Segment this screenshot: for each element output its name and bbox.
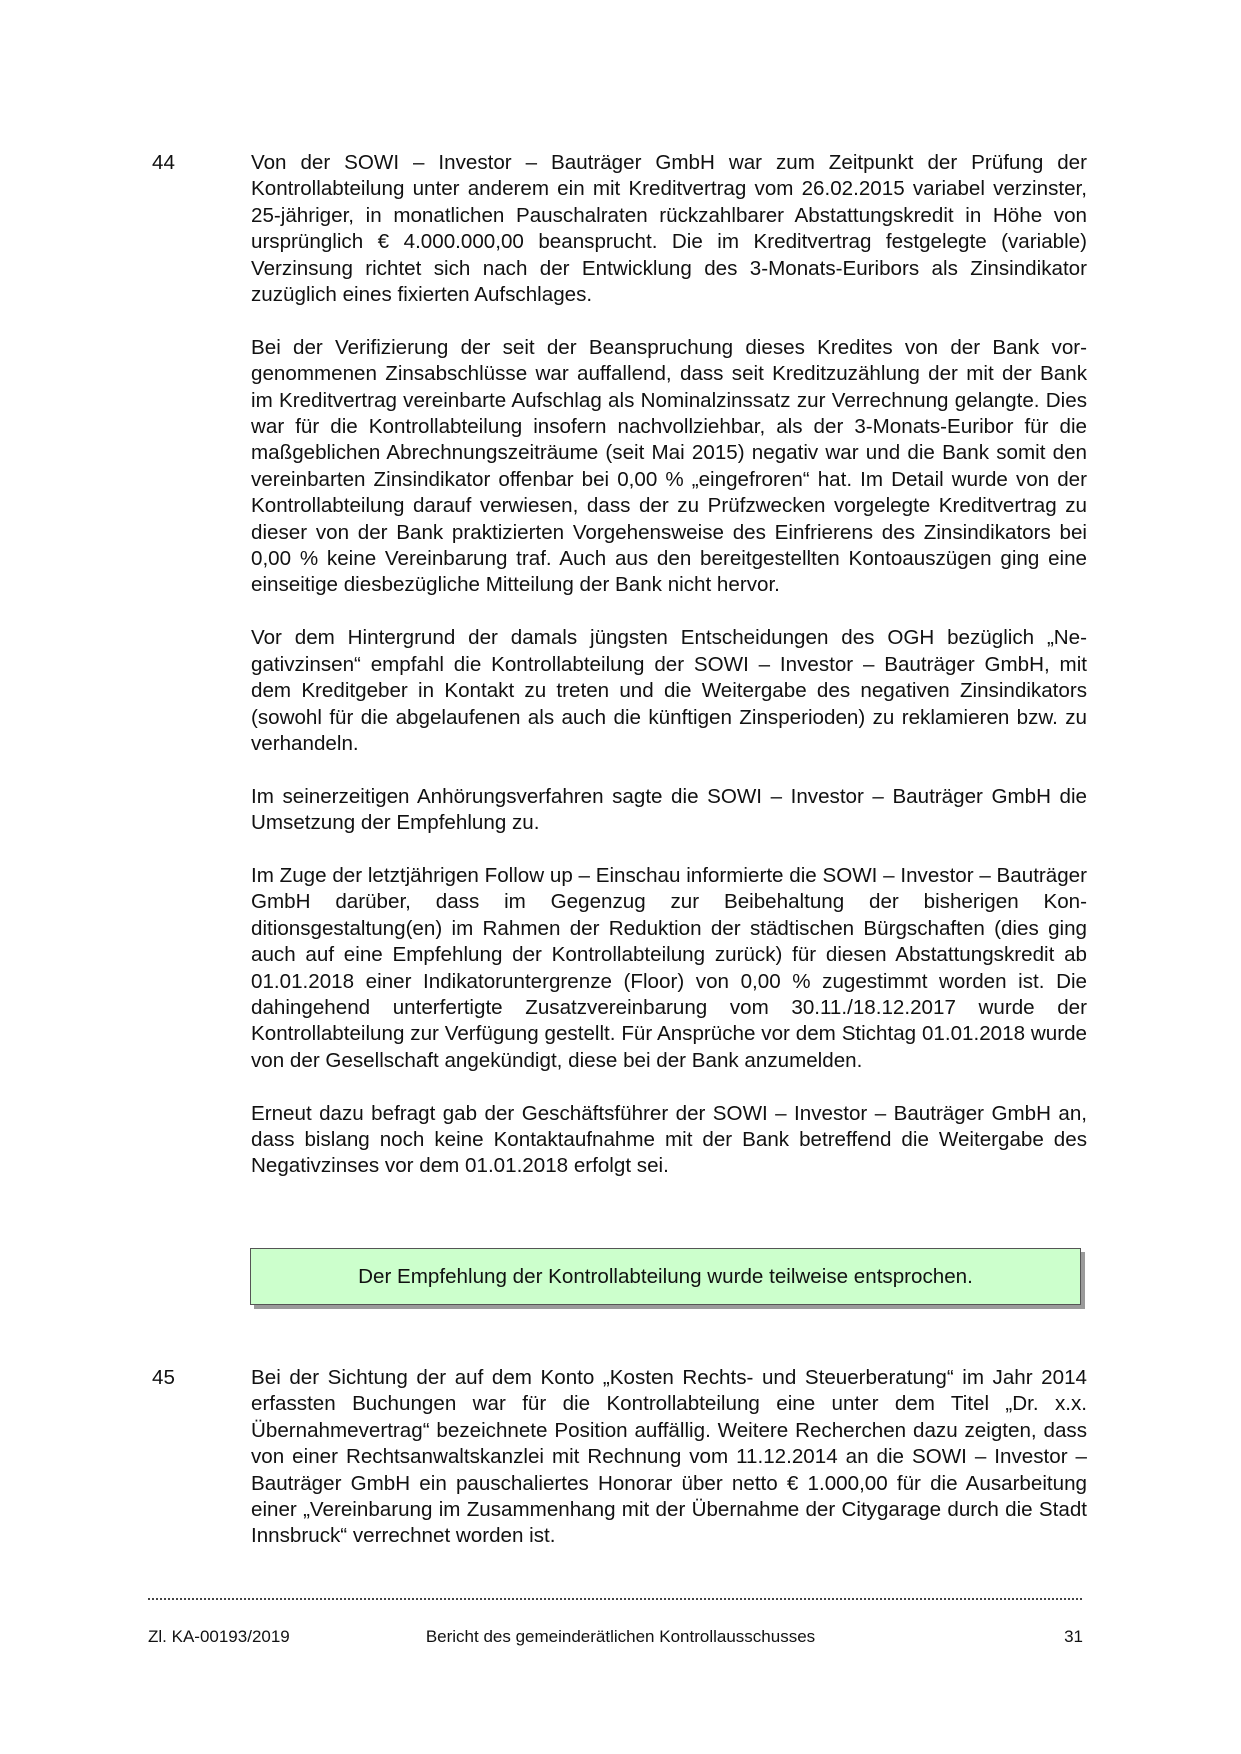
footer-title: Bericht des gemeinderätlichen Kontrollausschusses — [425, 1627, 816, 1646]
section-number: 45 — [152, 1366, 175, 1389]
footer-divider — [148, 1598, 1082, 1600]
paragraph: Von der SOWI – Investor – Bauträger GmbH war zum Zeitpunkt der Prüfung der Kontrollabteilung unter anderem ein mit Kreditvertrag vom 26.02.2015 variabel verzinster, 25-jähriger, in monatlichen Pauschalraten rückzahlbarer Abstattungskredit in Höhe von ursprünglich € 4.000.000,00 beansprucht. Die im Kreditvertrag festgelegte (variable) Verzinsung richtet sich nach der Entwicklung des 3-Monats-Euribors als Zinsindikator zuzüglich eines fixierten Aufschlages. — [251, 151, 1087, 307]
section-number: 44 — [152, 151, 175, 174]
paragraph: Vor dem Hintergrund der damals jüngsten Entscheidungen des OGH bezüglich „Negativzinsen“ empfahl die Kontrollabteilung der SOWI – Investor – Bauträger GmbH, mit dem Kreditgeber in Kontakt zu treten und die Weitergabe des negativen Zinsindikators (sowohl für die abgelaufenen als auch die künftigen Zinsperioden) zu reklamieren bzw. zu verhandeln. — [251, 626, 1087, 755]
section-body — [251, 150, 1087, 1180]
paragraph: Bei der Sichtung der auf dem Konto „Kosten Rechts- und Steuerberatung“ im Jahr 2014 erfassten Buchungen war für die Kontrollabteilung eine unter dem Titel „Dr. x.x. Übernahmevertrag“ bezeichnete Position auffällig. Weitere Recherchen dazu zeigten, dass von einer Rechtsanwaltskanzlei mit Rechnung vom 11.12.2014 an die SOWI – Investor – Bauträger GmbH ein pauschaliertes Honorar über netto € 1.000,00 für die Ausarbeitung einer „Vereinbarung im Zusammenhang mit der Übernahme der Citygarage durch die Stadt Innsbruck“ verrechnet worden ist. — [251, 1366, 1087, 1548]
recommendation-status-box — [250, 1248, 1081, 1305]
paragraph: Bei der Verifizierung der seit der Beanspruchung dieses Kredites von der Bank vorgenommenen Zinsabschlüsse war auffallend, dass seit Kreditzuzählung der mit der Bank im Kreditvertrag vereinbarte Aufschlag als Nominalzinssatz zur Verrechnung gelangte. Dies war für die Kontrollabteilung insofern nachvollziehbar, als der 3-Monats-Euribor für die maßgeblichen Abrechnungszeiträume (seit Mai 2015) negativ war und die Bank somit den vereinbarten Zinsindikator offenbar bei 0,00 % „eingefroren“ hat. Im Detail wurde von der Kontrollabteilung darauf verwiesen, dass der zu Prüfzwecken vorgelegte Kreditvertrag zu dieser von der Bank praktizierten Vorgehensweise des Einfrierens des Zinsindikators bei 0,00 % keine Vereinbarung traf. Auch aus den bereitgestellten Kontoauszügen ging eine einseitige diesbezügliche Mitteilung der Bank nicht hervor. — [251, 335, 1087, 597]
paragraph: Erneut dazu befragt gab der Geschäftsführer der SOWI – Investor – Bauträger GmbH an, dass bislang noch keine Kontaktaufnahme mit der Bank betreffend die Weitergabe des Negativzinses vor dem 01.01.2018 erfolgt sei. — [251, 1101, 1087, 1178]
page-number: 31 — [1064, 1627, 1083, 1646]
footer-reference: Zl. KA-00193/2019 — [148, 1627, 290, 1646]
paragraph: Im seinerzeitigen Anhörungsverfahren sagte die SOWI – Investor – Bauträger GmbH die Umsetzung der Empfehlung zu. — [251, 784, 1087, 835]
section-body — [251, 1365, 1087, 1550]
paragraph: Im Zuge der letztjährigen Follow up – Einschau informierte die SOWI – Investor – Bauträger GmbH darüber, dass im Gegenzug zur Beibehaltung der bisherigen Konditionsgestaltung(en) im Rahmen der Reduktion der städtischen Bürgschaften (dies ging auch auf eine Empfehlung der Kontrollabteilung zurück) für diesen Abstattungskredit ab 01.01.2018 einer Indikatoruntergrenze (Floor) von 0,00 % zugestimmt worden ist. Die dahingehend unterfertigte Zusatzvereinbarung vom 30.11./18.12.2017 wurde der Kontrollabteilung zur Verfügung gestellt. Für Ansprüche vor dem Stichtag 01.01.2018 wurde von der Gesellschaft angekündigt, diese bei der Bank anzumelden. — [251, 863, 1087, 1072]
recommendation-status-text: Der Empfehlung der Kontrollabteilung wurde teilweise entsprochen. — [358, 1264, 973, 1288]
